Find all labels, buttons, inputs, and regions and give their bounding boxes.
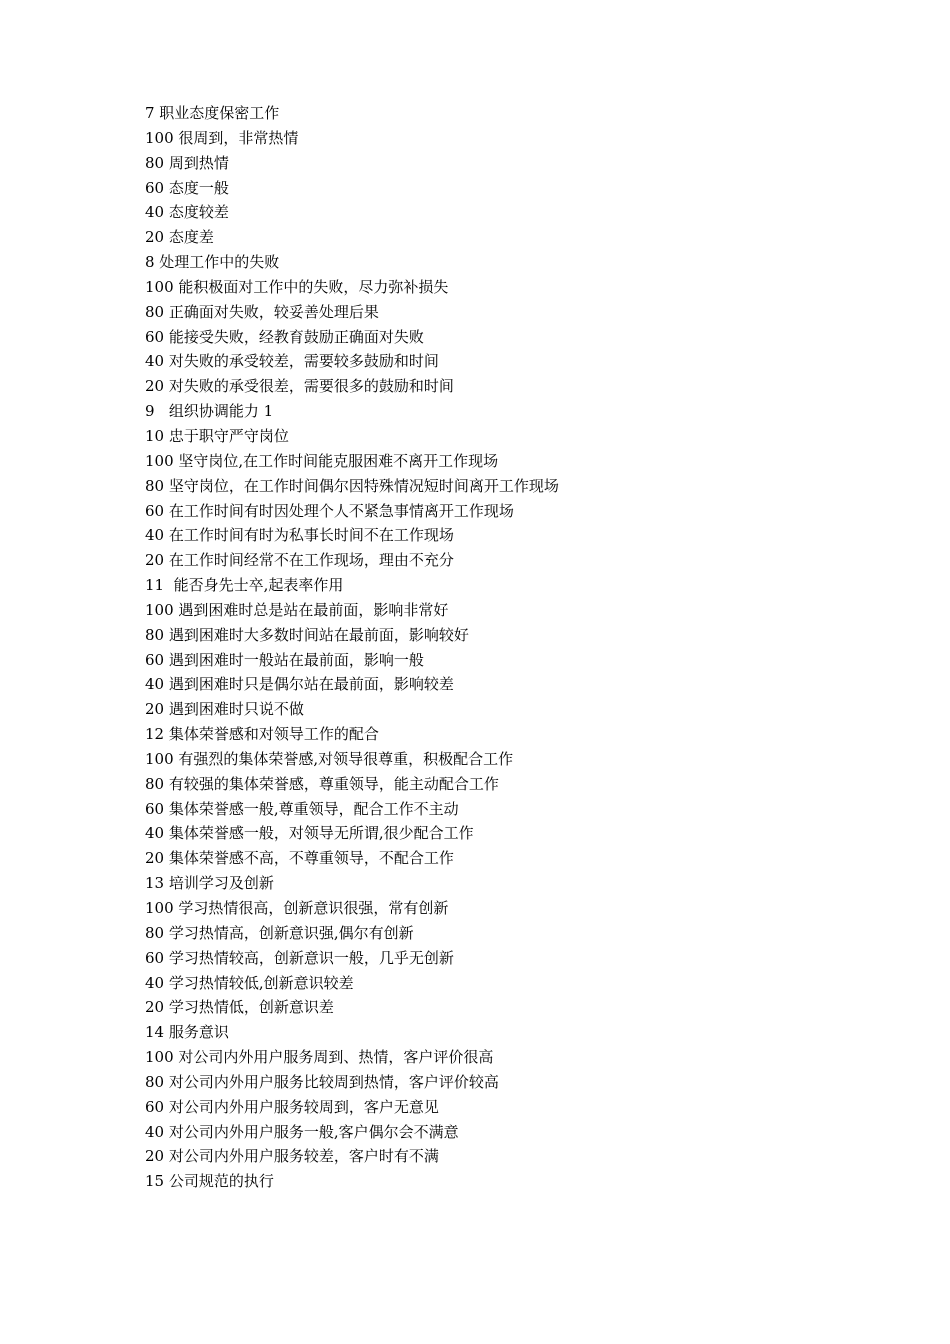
text-line: 20 学习热情低，创新意识差: [145, 998, 334, 1017]
text-line: 100 坚守岗位,在工作时间能克服困难不离开工作现场: [145, 451, 499, 470]
text-line: 100 学习热情很高，创新意识很强，常有创新: [145, 899, 449, 917]
text-line: 20 遇到困难时只说不做: [145, 700, 304, 719]
text-line: 60 态度一般: [145, 178, 229, 197]
text-line: 8 处理工作中的失败: [145, 253, 280, 272]
text-line: 60 对公司内外用户服务较周到，客户无意见: [145, 1097, 439, 1116]
text-line: 60 集体荣誉感一般,尊重领导，配合工作不主动: [145, 799, 459, 818]
text-line: 60 能接受失败，经教育鼓励正确面对失败: [145, 327, 424, 346]
text-line: 14 服务意识: [145, 1023, 229, 1042]
text-line: 60 学习热情较高，创新意识一般，几乎无创新: [145, 948, 454, 967]
text-line: 20 对失败的承受很差，需要很多的鼓励和时间: [145, 377, 454, 396]
text-line: 20 在工作时间经常不在工作现场，理由不充分: [145, 551, 454, 570]
document-body: [145, 101, 905, 1194]
text-line: 40 集体荣誉感一般，对领导无所谓,很少配合工作: [145, 824, 474, 843]
text-line: 9 组织协调能力 1: [145, 402, 274, 421]
text-line: 40 在工作时间有时为私事长时间不在工作现场: [145, 526, 454, 545]
text-line: 100 对公司内外用户服务周到、热情，客户评价很高: [145, 1048, 494, 1067]
text-line: 100 有强烈的集体荣誉感,对领导很尊重，积极配合工作: [145, 749, 514, 768]
text-line: 100 很周到，非常热情: [145, 128, 299, 147]
text-line: 20 态度差: [145, 228, 214, 247]
text-line: 80 坚守岗位，在工作时间偶尔因特殊情况短时间离开工作现场: [145, 476, 559, 495]
text-line: 80 遇到困难时大多数时间站在最前面，影响较好: [145, 625, 469, 644]
text-line: 15 公司规范的执行: [145, 1172, 274, 1191]
text-line: 100 能积极面对工作中的失败，尽力弥补损失: [145, 277, 449, 296]
text-line: 40 遇到困难时只是偶尔站在最前面，影响较差: [145, 675, 454, 694]
text-line: 100 遇到困难时总是站在最前面，影响非常好: [145, 600, 449, 619]
text-line: 40 对公司内外用户服务一般,客户偶尔会不满意: [145, 1122, 459, 1141]
text-line: 40 态度较差: [145, 203, 229, 222]
text-line: 80 学习热情高，创新意识强,偶尔有创新: [145, 923, 414, 942]
text-line: 11 能否身先士卒,起表率作用: [145, 576, 344, 595]
text-line: 40 对失败的承受较差，需要较多鼓励和时间: [145, 352, 439, 371]
text-line: 60 遇到困难时一般站在最前面，影响一般: [145, 650, 424, 669]
text-line: 7 职业态度保密工作: [145, 104, 280, 122]
text-line: 10 忠于职守严守岗位: [145, 426, 289, 445]
text-line: 80 有较强的集体荣誉感，尊重领导，能主动配合工作: [145, 774, 499, 793]
text-line: 20 集体荣誉感不高，不尊重领导，不配合工作: [145, 849, 454, 868]
text-line: 12 集体荣誉感和对领导工作的配合: [145, 725, 379, 744]
text-line: 40 学习热情较低,创新意识较差: [145, 973, 354, 992]
text-line: 13 培训学习及创新: [145, 874, 274, 893]
text-line: 80 对公司内外用户服务比较周到热情，客户评价较高: [145, 1072, 499, 1091]
text-line: 80 周到热情: [145, 153, 229, 172]
text-line: 20 对公司内外用户服务较差，客户时有不满: [145, 1147, 439, 1166]
text-line: 80 正确面对失败，较妥善处理后果: [145, 302, 379, 321]
text-line: 60 在工作时间有时因处理个人不紧急事情离开工作现场: [145, 501, 514, 520]
